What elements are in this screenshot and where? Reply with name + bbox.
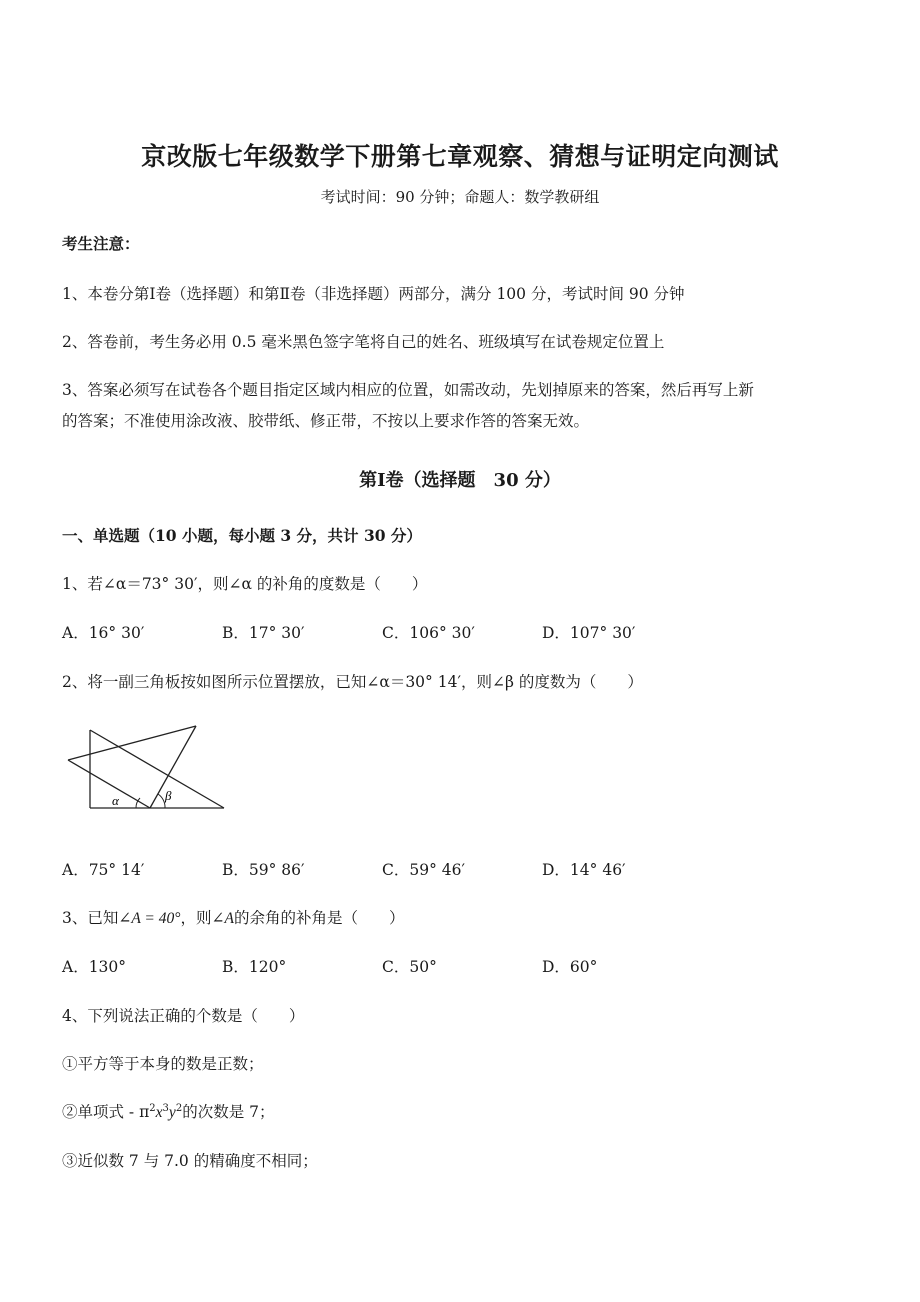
statement-2-prefix: ②单项式 - π (62, 1103, 150, 1121)
question-4-statement-2 (62, 1100, 274, 1122)
beta-arc (158, 794, 165, 808)
question-3-option-d[interactable]: D．60° (542, 958, 598, 976)
beta-label: β (165, 788, 172, 803)
question-3-option-c[interactable]: C．50° (382, 958, 437, 976)
question-2-option-b[interactable]: B．59° 86′ (222, 861, 305, 879)
y-exponent: 2 (175, 1102, 183, 1114)
question-3-angle: ∠A (211, 910, 234, 927)
question-3-stem (62, 906, 404, 928)
question-1-option-d[interactable]: D．107° 30′ (542, 624, 636, 642)
variable-x: x (155, 1104, 163, 1121)
question-1-option-a[interactable]: A．16° 30′ (62, 624, 145, 642)
x-exponent: 3 (162, 1102, 169, 1114)
notice-item-1: 1、本卷分第Ⅰ卷（选择题）和第Ⅱ卷（非选择题）两部分，满分 100 分，考试时间 90 分钟 (62, 285, 685, 303)
triangle-set-figure (62, 724, 232, 816)
question-2-option-c[interactable]: C．59° 46′ (382, 861, 466, 879)
notice-item-2: 2、答卷前，考生务必用 0.5 毫米黑色签字笔将自己的姓名、班级填写在试卷规定位置上 (62, 333, 665, 351)
section-title: 第Ⅰ卷（选择题 30 分） (359, 470, 561, 491)
part-heading: 一、单选题（10 小题，每小题 3 分，共计 30 分） (62, 526, 422, 545)
pi-exponent: 2 (149, 1102, 156, 1114)
question-4-statement-3: ③近似数 7 与 7.0 的精确度不相同； (62, 1152, 318, 1170)
question-4-stem: 4、下列说法正确的个数是（ ） (62, 1007, 305, 1025)
question-1-option-c[interactable]: C．106° 30′ (382, 624, 475, 642)
notice-item-3-cont: 的答案；不准使用涂改液、胶带纸、修正带，不按以上要求作答的答案无效。 (62, 412, 590, 430)
question-1-option-b[interactable]: B．17° 30′ (222, 624, 305, 642)
notice-item-3: 3、答案必须写在试卷各个题目指定区域内相应的位置，如需改动，先划掉原来的答案，然后再写上新 (62, 381, 754, 399)
statement-2-suffix: 的次数是 7； (182, 1103, 275, 1121)
exam-info: 考试时间：90 分钟；命题人：数学教研组 (320, 188, 600, 206)
question-3-mid: ，则 (180, 909, 212, 927)
question-1-stem: 1、若∠α＝73° 30′，则∠α 的补角的度数是（ ） (62, 575, 428, 593)
question-3-prefix: 3、已知 (62, 909, 119, 927)
question-2-option-a[interactable]: A．75° 14′ (62, 861, 145, 879)
alpha-label: α (112, 793, 119, 808)
page-title: 京改版七年级数学下册第七章观察、猜想与证明定向测试 (141, 142, 779, 171)
question-2-stem: 2、将一副三角板按如图所示位置摆放，已知∠α＝30° 14′，则∠β 的度数为（ ） (62, 673, 643, 691)
question-3-option-a[interactable]: A．130° (62, 958, 127, 976)
question-2-option-d[interactable]: D．14° 46′ (542, 861, 626, 879)
notice-heading: 考生注意： (62, 234, 140, 253)
question-4-statement-1: ①平方等于本身的数是正数； (62, 1055, 264, 1073)
figure-right-line (150, 726, 196, 808)
question-3-suffix: 的余角的补角是（ ） (233, 909, 405, 927)
variable-y: y (168, 1104, 176, 1121)
question-3-angle-equation: ∠A = 40° (118, 910, 181, 927)
question-3-option-b[interactable]: B．120° (222, 958, 287, 976)
